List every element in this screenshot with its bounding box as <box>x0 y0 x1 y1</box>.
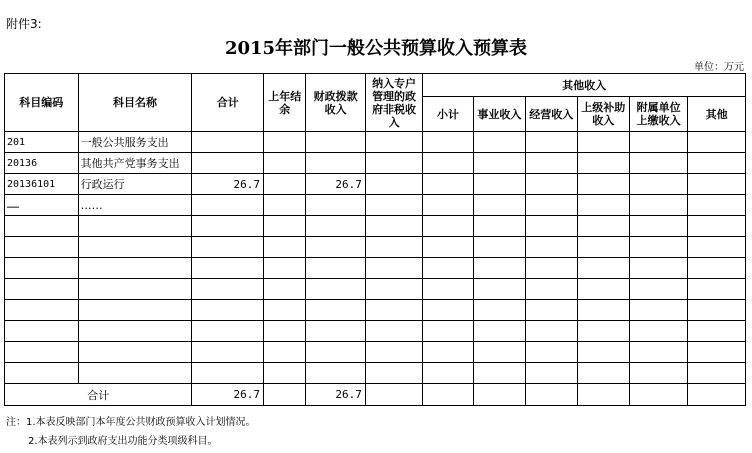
row-code <box>5 363 79 384</box>
row-fiscal <box>306 300 365 321</box>
header-operating-income: 经营收入 <box>526 97 577 132</box>
row-code <box>5 216 79 237</box>
row-name <box>78 258 192 279</box>
row-cell <box>423 279 473 300</box>
row-cell <box>577 174 629 195</box>
row-cell <box>423 216 473 237</box>
table-row <box>5 195 746 216</box>
row-cell <box>365 342 422 363</box>
row-cell <box>423 321 473 342</box>
row-cell <box>577 216 629 237</box>
row-cell <box>577 153 629 174</box>
footer-cell <box>688 384 746 406</box>
row-cell <box>423 258 473 279</box>
table-row <box>5 363 746 384</box>
row-cell <box>473 342 525 363</box>
row-total <box>192 258 264 279</box>
row-cell <box>473 300 525 321</box>
row-cell <box>365 132 422 153</box>
row-cell <box>688 195 746 216</box>
header-special-account: 纳入专户管理的政府非税收入 <box>365 74 422 132</box>
row-name <box>78 216 192 237</box>
footer-cell <box>473 384 525 406</box>
row-cell <box>577 132 629 153</box>
row-cell <box>526 237 577 258</box>
row-code <box>5 300 79 321</box>
row-cell <box>577 237 629 258</box>
row-cell <box>473 195 525 216</box>
header-affiliate-income: 附属单位上缴收入 <box>629 97 687 132</box>
table-row <box>5 153 746 174</box>
attachment-label: 附件3: <box>6 17 42 31</box>
row-name <box>78 300 192 321</box>
row-fiscal <box>306 237 365 258</box>
row-total <box>192 342 264 363</box>
row-cell <box>423 300 473 321</box>
row-code: …… <box>5 195 79 216</box>
row-total <box>192 300 264 321</box>
row-cell <box>473 216 525 237</box>
footer-fiscal-value: 26.7 <box>306 384 365 406</box>
table-row <box>5 237 746 258</box>
row-cell <box>629 153 687 174</box>
header-code: 科目编码 <box>5 74 79 132</box>
row-cell <box>688 342 746 363</box>
row-cell <box>577 258 629 279</box>
row-cell <box>629 300 687 321</box>
header-name: 科目名称 <box>78 74 192 132</box>
row-carryover <box>264 279 306 300</box>
row-code <box>5 279 79 300</box>
row-carryover <box>264 342 306 363</box>
table-row <box>5 174 746 195</box>
row-code: 20136101 <box>5 174 79 195</box>
row-code <box>5 342 79 363</box>
row-cell <box>629 237 687 258</box>
footer-cell <box>526 384 577 406</box>
row-cell <box>526 216 577 237</box>
footer-cell <box>365 384 422 406</box>
row-name <box>78 237 192 258</box>
row-carryover <box>264 132 306 153</box>
row-cell <box>577 342 629 363</box>
row-cell <box>473 132 525 153</box>
header-fiscal: 财政拨款收入 <box>306 74 365 132</box>
footer-total-value: 26.7 <box>192 384 264 406</box>
row-carryover <box>264 153 306 174</box>
row-total <box>192 321 264 342</box>
row-fiscal <box>306 195 365 216</box>
row-fiscal <box>306 363 365 384</box>
row-carryover <box>264 216 306 237</box>
footer-cell <box>423 384 473 406</box>
row-cell <box>365 363 422 384</box>
row-total <box>192 153 264 174</box>
table-row <box>5 342 746 363</box>
note-2: 2.本表列示到政府支出功能分类项级科目。 <box>28 436 218 447</box>
page-title: 2015年部门一般公共预算收入预算表 <box>224 38 528 59</box>
table-row <box>5 258 746 279</box>
header-business-income: 事业收入 <box>473 97 525 132</box>
row-name <box>78 279 192 300</box>
row-cell <box>688 174 746 195</box>
row-code: 201 <box>5 132 79 153</box>
row-cell <box>688 237 746 258</box>
row-cell <box>629 279 687 300</box>
row-cell <box>526 258 577 279</box>
row-carryover <box>264 321 306 342</box>
row-cell <box>629 216 687 237</box>
row-total <box>192 195 264 216</box>
row-cell <box>629 342 687 363</box>
row-cell <box>688 363 746 384</box>
row-name: 一般公共服务支出 <box>78 132 192 153</box>
row-total <box>192 216 264 237</box>
row-code <box>5 321 79 342</box>
footer-carryover <box>264 384 306 406</box>
row-fiscal <box>306 279 365 300</box>
row-fiscal <box>306 321 365 342</box>
row-cell <box>526 153 577 174</box>
row-name: 行政运行 <box>78 174 192 195</box>
row-name: …… <box>78 195 192 216</box>
row-cell <box>688 153 746 174</box>
row-cell <box>365 279 422 300</box>
row-cell <box>423 132 473 153</box>
row-cell <box>629 258 687 279</box>
row-cell <box>526 321 577 342</box>
header-subtotal: 小计 <box>423 97 473 132</box>
row-cell <box>473 279 525 300</box>
table-row <box>5 300 746 321</box>
row-total <box>192 363 264 384</box>
row-cell <box>526 174 577 195</box>
table-row <box>5 132 746 153</box>
row-fiscal <box>306 342 365 363</box>
header-total: 合计 <box>192 74 264 132</box>
row-name <box>78 321 192 342</box>
row-cell <box>577 321 629 342</box>
row-carryover <box>264 237 306 258</box>
row-cell <box>577 279 629 300</box>
row-name: 其他共产党事务支出 <box>78 153 192 174</box>
row-carryover <box>264 174 306 195</box>
table-row <box>5 279 746 300</box>
budget-table <box>4 73 746 406</box>
row-cell <box>526 363 577 384</box>
row-cell <box>473 258 525 279</box>
row-fiscal <box>306 216 365 237</box>
row-cell <box>365 153 422 174</box>
row-total <box>192 132 264 153</box>
row-cell <box>365 174 422 195</box>
row-code <box>5 237 79 258</box>
row-cell <box>473 174 525 195</box>
row-total: 26.7 <box>192 174 264 195</box>
row-fiscal <box>306 153 365 174</box>
row-cell <box>577 195 629 216</box>
header-carryover: 上年结余 <box>264 74 306 132</box>
row-cell <box>365 321 422 342</box>
row-cell <box>423 363 473 384</box>
row-code <box>5 258 79 279</box>
row-carryover <box>264 300 306 321</box>
row-cell <box>526 342 577 363</box>
row-cell <box>365 195 422 216</box>
row-carryover <box>264 258 306 279</box>
row-cell <box>629 132 687 153</box>
row-cell <box>423 153 473 174</box>
row-cell <box>423 174 473 195</box>
row-carryover <box>264 363 306 384</box>
row-total <box>192 237 264 258</box>
note-1: 注：1.本表反映部门本年度公共财政预算收入计划情况。 <box>6 417 256 428</box>
row-fiscal <box>306 132 365 153</box>
row-cell <box>688 300 746 321</box>
row-cell <box>365 216 422 237</box>
row-cell <box>577 300 629 321</box>
footer-total-label: 合计 <box>5 384 192 406</box>
row-cell <box>526 300 577 321</box>
row-fiscal <box>306 258 365 279</box>
footer-cell <box>577 384 629 406</box>
row-cell <box>473 153 525 174</box>
row-cell <box>365 258 422 279</box>
row-cell <box>526 195 577 216</box>
row-total <box>192 279 264 300</box>
row-cell <box>629 174 687 195</box>
row-cell <box>365 300 422 321</box>
header-other: 其他 <box>688 97 746 132</box>
row-cell <box>688 279 746 300</box>
table-row <box>5 321 746 342</box>
row-cell <box>688 216 746 237</box>
row-cell <box>473 237 525 258</box>
footer-cell <box>629 384 687 406</box>
unit-label: 单位：万元 <box>694 62 744 73</box>
row-cell <box>473 363 525 384</box>
row-carryover <box>264 195 306 216</box>
row-cell <box>473 321 525 342</box>
row-fiscal: 26.7 <box>306 174 365 195</box>
row-code: 20136 <box>5 153 79 174</box>
row-cell <box>526 279 577 300</box>
row-name <box>78 363 192 384</box>
row-cell <box>629 195 687 216</box>
row-cell <box>577 363 629 384</box>
row-cell <box>629 363 687 384</box>
row-cell <box>423 237 473 258</box>
table-row <box>5 216 746 237</box>
row-cell <box>688 132 746 153</box>
row-cell <box>688 258 746 279</box>
row-cell <box>629 321 687 342</box>
row-cell <box>365 237 422 258</box>
row-name <box>78 342 192 363</box>
header-subsidy-income: 上级补助收入 <box>577 97 629 132</box>
row-cell <box>423 195 473 216</box>
row-cell <box>688 321 746 342</box>
row-cell <box>423 342 473 363</box>
header-other-income: 其他收入 <box>423 74 746 97</box>
row-cell <box>526 132 577 153</box>
